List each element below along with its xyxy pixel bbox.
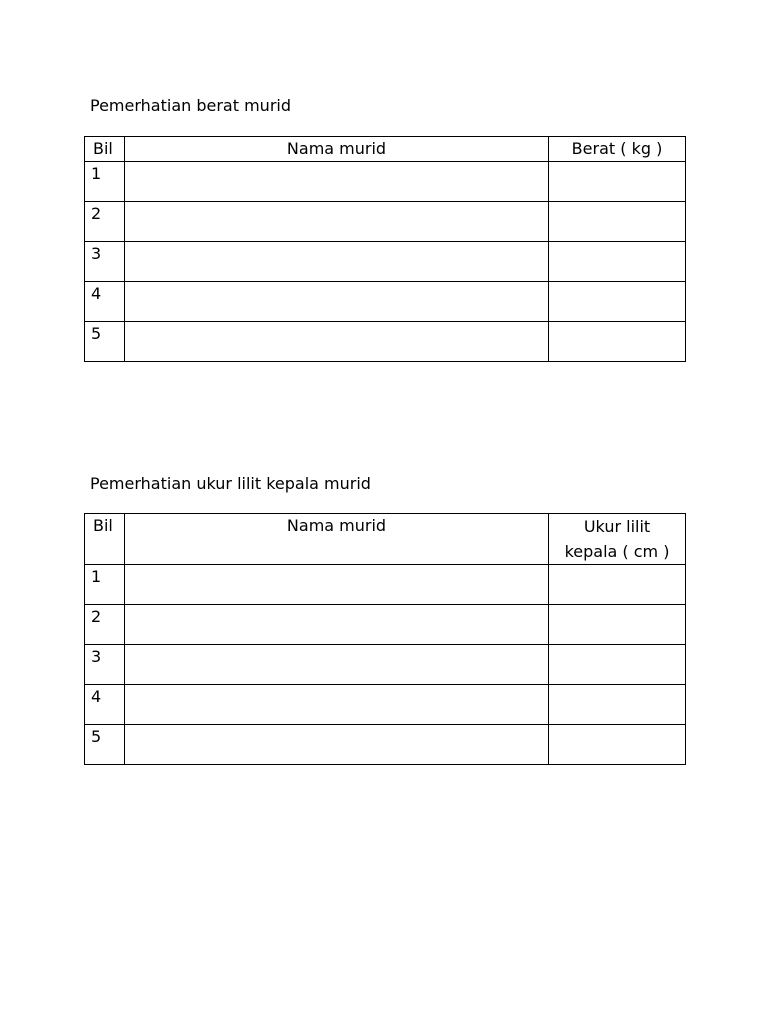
head-circumference-cell[interactable]: [549, 605, 686, 645]
table-row: [85, 565, 686, 605]
header-bil: Bil: [85, 514, 125, 565]
name-cell[interactable]: [125, 162, 549, 202]
row-number: 1: [85, 565, 125, 605]
table-header-row: [85, 514, 686, 565]
table-row: [85, 685, 686, 725]
header-nama-murid: Nama murid: [125, 137, 549, 162]
weight-cell[interactable]: [549, 322, 686, 362]
section-title-weight: Pemerhatian berat murid: [90, 96, 291, 115]
head-circumference-table: [84, 513, 686, 765]
weight-cell[interactable]: [549, 282, 686, 322]
table-row: [85, 282, 686, 322]
name-cell[interactable]: [125, 322, 549, 362]
row-number: 4: [85, 685, 125, 725]
table-row: [85, 322, 686, 362]
header-line-1: Ukur lilit: [583, 517, 651, 536]
weight-cell[interactable]: [549, 202, 686, 242]
name-cell[interactable]: [125, 645, 549, 685]
table-header-row: [85, 137, 686, 162]
row-number: 2: [85, 202, 125, 242]
head-circumference-cell[interactable]: [549, 565, 686, 605]
row-number: 2: [85, 605, 125, 645]
table-row: [85, 162, 686, 202]
head-circumference-cell[interactable]: [549, 685, 686, 725]
row-number: 3: [85, 645, 125, 685]
table-row: [85, 605, 686, 645]
head-circumference-cell[interactable]: [549, 725, 686, 765]
table-row: [85, 242, 686, 282]
name-cell[interactable]: [125, 565, 549, 605]
row-number: 3: [85, 242, 125, 282]
row-number: 5: [85, 725, 125, 765]
header-bil: Bil: [85, 137, 125, 162]
header-line-2: kepala ( cm ): [564, 542, 670, 561]
header-nama-murid: Nama murid: [125, 514, 549, 565]
table-row: [85, 645, 686, 685]
header-berat: Berat ( kg ): [549, 137, 686, 162]
row-number: 5: [85, 322, 125, 362]
row-number: 4: [85, 282, 125, 322]
weight-table: [84, 136, 686, 362]
name-cell[interactable]: [125, 605, 549, 645]
weight-cell[interactable]: [549, 242, 686, 282]
weight-cell[interactable]: [549, 162, 686, 202]
name-cell[interactable]: [125, 725, 549, 765]
row-number: 1: [85, 162, 125, 202]
name-cell[interactable]: [125, 685, 549, 725]
table-row: [85, 202, 686, 242]
name-cell[interactable]: [125, 282, 549, 322]
name-cell[interactable]: [125, 202, 549, 242]
table-row: [85, 725, 686, 765]
header-ukur-lilit-kepala: [549, 514, 686, 565]
section-title-head-circumference: Pemerhatian ukur lilit kepala murid: [90, 474, 371, 493]
head-circumference-cell[interactable]: [549, 645, 686, 685]
name-cell[interactable]: [125, 242, 549, 282]
